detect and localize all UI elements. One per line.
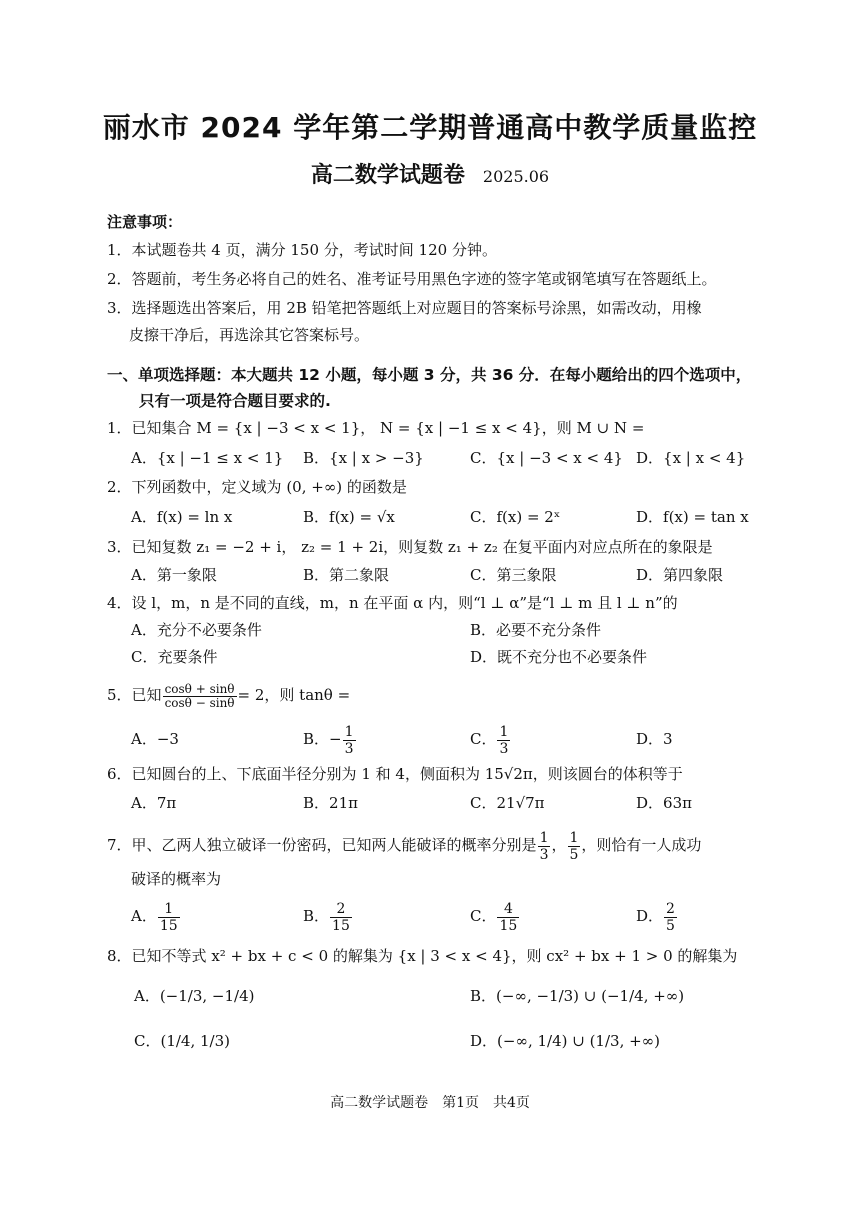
q7-option-a-label: A． [131, 907, 157, 925]
q5-option-a: A．−3 [131, 730, 179, 748]
q7-option-c-den: 15 [499, 917, 518, 934]
q3-option-d: D．第四象限 [636, 566, 724, 584]
q7-option-b-label: B． [303, 907, 330, 925]
q7-prob-1-den: 3 [539, 846, 549, 863]
q5-option-b-den: 3 [344, 740, 354, 757]
q8-option-a: A．(−1/3, −1/4) [134, 987, 255, 1005]
q3-number: 3． [107, 538, 132, 556]
q7-option-a-num: 1 [158, 901, 180, 918]
question-6 [107, 764, 683, 784]
q7-prob-1 [538, 830, 551, 863]
q6-stem: 已知圆台的上、下底面半径分别为 1 和 4，侧面积为 15√2π，则该圆台的体积等于 [131, 765, 683, 783]
subtitle-text: 高二数学试题卷 [310, 163, 465, 188]
q2-number: 2． [107, 478, 132, 496]
exam-subtitle [0, 158, 860, 189]
q7-option-d [636, 898, 678, 934]
q5-option-b [303, 723, 357, 757]
q3-option-a: A．第一象限 [131, 566, 217, 584]
q7-prob-2-den: 5 [569, 846, 579, 863]
q2-option-a: A．f(x) = ln x [131, 508, 233, 526]
q1-stem: 已知集合 M = {x | −3 < x < 1}， N = {x | −1 ≤ x < 4}，则 M ∪ N = [131, 419, 645, 437]
q8-option-c: C．(1/4, 1/3) [134, 1032, 230, 1050]
q7-option-b-den: 15 [332, 917, 350, 934]
q7-option-c-fraction [497, 901, 519, 934]
q8-number: 8． [107, 947, 132, 965]
q7-option-c-label: C． [470, 907, 497, 925]
q7-prob-1-num: 1 [539, 829, 549, 846]
q6-option-a: A．7π [131, 794, 177, 812]
q5-fraction [163, 683, 237, 710]
q7-option-d-fraction [664, 901, 677, 934]
q7-option-d-den: 5 [666, 917, 675, 934]
q5-option-d: D．3 [636, 730, 673, 748]
q1-option-a: A．{x | −1 ≤ x < 1} [131, 449, 284, 467]
q1-option-b: B．{x | x > −3} [303, 449, 424, 467]
q4-stem: 设 l，m，n 是不同的直线，m，n 在平面 α 内，则“l ⊥ α”是“l ⊥ m 且 l ⊥ n”的 [131, 594, 678, 612]
question-7: 7．甲、乙两人独立破译一份密码，已知两人能破译的概率分别是 $\frac{1}{3}$ ， $\frac{1}{5}$ ，则恰有一人成功 [107, 829, 702, 863]
page-footer: 高二数学试题卷 第1页 共4页 [330, 1095, 530, 1111]
q7-option-b-fraction [330, 901, 352, 934]
q5-option-c-label: C． [470, 730, 497, 748]
question-1 [107, 418, 644, 438]
q6-number: 6． [107, 765, 132, 783]
q5-option-c-den: 3 [499, 740, 509, 757]
q3-stem: 已知复数 z₁ = −2 + i， z₂ = 1 + 2i，则复数 z₁ + z₂ 在复平面内对应点所在的象限是 [131, 538, 713, 556]
q7-option-a [131, 898, 181, 934]
q7-option-d-num: 2 [666, 900, 675, 917]
section-heading-cont: 只有一项是符合题目要求的. [139, 392, 331, 410]
notice-heading: 注意事项： [107, 213, 183, 231]
q8-option-b: B．(−∞, −1/3) ∪ (−1/4, +∞) [470, 987, 685, 1005]
q5-stem-post: = 2，则 tanθ = [237, 686, 351, 704]
q2-option-b: B．f(x) = √x [303, 508, 395, 526]
q5-stem-pre: 已知 [131, 686, 162, 704]
q7-option-b [303, 898, 353, 934]
question-2 [107, 477, 407, 497]
question-5 [107, 678, 350, 712]
q8-stem: 已知不等式 x² + bx + c < 0 的解集为 {x | 3 < x < 4}，则 cx² + bx + 1 > 0 的解集为 [131, 947, 738, 965]
q4-option-d: D．既不充分也不必要条件 [470, 648, 648, 666]
q7-option-c-num: 4 [497, 901, 519, 918]
q5-option-b-num: 1 [344, 723, 354, 740]
q5-option-c-fraction [497, 724, 510, 757]
q5-number: 5． [107, 686, 132, 704]
q3-option-c: C．第三象限 [470, 566, 557, 584]
section-heading: 一、单项选择题：本大题共 12 小题，每小题 3 分，共 36 分．在每小题给出的四个选项中， [107, 366, 752, 384]
q7-option-c [470, 898, 520, 934]
q4-option-a: A．充分不必要条件 [131, 621, 262, 639]
q1-number: 1． [107, 419, 132, 437]
q5-option-c [470, 723, 511, 757]
q6-option-c: C．21√7π [470, 794, 545, 812]
q7-option-a-fraction [158, 901, 180, 934]
q5-option-b-label: B．− [303, 730, 342, 748]
q4-number: 4． [107, 594, 132, 612]
question-3 [107, 537, 713, 557]
q3-option-b: B．第二象限 [303, 566, 390, 584]
q6-option-b: B．21π [303, 794, 358, 812]
q5-option-b-fraction [343, 724, 356, 757]
q5-option-c-num: 1 [499, 723, 509, 740]
question-8 [107, 946, 737, 966]
exam-title: 丽水市 2024 学年第二学期普通高中教学质量监控 [102, 111, 758, 144]
q6-option-d: D．63π [636, 794, 692, 812]
q1-option-d: D．{x | x < 4} [636, 449, 746, 467]
q2-stem: 下列函数中，定义域为 (0, +∞) 的函数是 [131, 478, 407, 496]
q8-option-d: D．(−∞, 1/4) ∪ (1/3, +∞) [470, 1032, 661, 1050]
q4-option-b: B．必要不充分条件 [470, 621, 602, 639]
notice-item-3: 3．选择题选出答案后，用 2B 铅笔把答题纸上对应题目的答案标号涂黑，如需改动，用橡 [107, 299, 702, 317]
notice-item-1: 1．本试题卷共 4 页，满分 150 分，考试时间 120 分钟。 [107, 241, 497, 259]
q5-fraction-denominator: cosθ − sinθ [164, 695, 235, 710]
q4-option-c: C．充要条件 [131, 648, 218, 666]
q7-stem-pre: 甲、乙两人独立破译一份密码，已知两人能破译的概率分别是 [131, 836, 537, 854]
q1-option-c: C．{x | −3 < x < 4} [470, 449, 623, 467]
q7-stem-post: ，则恰有一人成功 [581, 836, 702, 854]
q7-option-b-num: 2 [330, 901, 352, 918]
q7-prob-2 [568, 830, 581, 863]
question-4 [107, 593, 678, 613]
q2-option-d: D．f(x) = tan x [636, 508, 749, 526]
q7-option-a-den: 15 [159, 917, 178, 934]
q7-option-d-label: D． [636, 907, 664, 925]
notice-item-2: 2．答题前，考生务必将自己的姓名、准考证号用黑色字迹的签字笔或钢笔填写在答题纸上。 [107, 270, 717, 288]
q7-number: 7． [107, 836, 132, 854]
q7-prob-2-num: 1 [569, 829, 579, 846]
q7-stem-line-2: 破译的概率为 [131, 870, 222, 888]
notice-item-3-cont: 皮擦干净后，再选涂其它答案标号。 [129, 326, 370, 344]
q2-option-c: C．f(x) = 2ˣ [470, 508, 561, 526]
exam-date: 2025.06 [482, 167, 550, 186]
q5-fraction-numerator: cosθ + sinθ [164, 681, 235, 696]
